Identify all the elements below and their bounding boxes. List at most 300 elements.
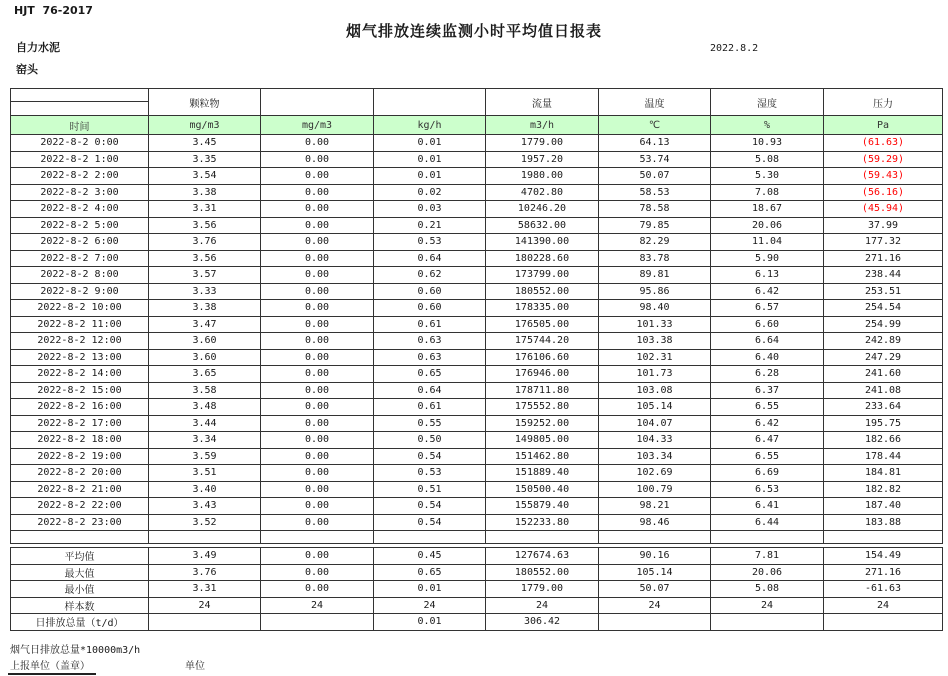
value-cell: 3.45 (149, 135, 261, 152)
value-cell: 64.13 (599, 135, 711, 152)
value-cell: 0.00 (261, 151, 374, 168)
value-cell: 6.57 (711, 300, 824, 317)
header-group-row (11, 89, 943, 116)
monitoring-data-table (10, 88, 943, 544)
value-cell: 3.59 (149, 448, 261, 465)
value-cell: 254.99 (824, 316, 943, 333)
value-cell: 18.67 (711, 201, 824, 218)
summary-value-cell (824, 614, 943, 631)
value-cell: 102.69 (599, 465, 711, 482)
table-row (11, 234, 943, 251)
value-cell: 176106.60 (486, 349, 599, 366)
value-cell: 6.64 (711, 333, 824, 350)
time-cell: 2022-8-2 20:00 (11, 465, 149, 482)
value-cell: 159252.00 (486, 415, 599, 432)
value-cell: 233.64 (824, 399, 943, 416)
value-cell: 3.31 (149, 201, 261, 218)
table-row (11, 300, 943, 317)
value-cell: 0.00 (261, 448, 374, 465)
time-cell: 2022-8-2 10:00 (11, 300, 149, 317)
value-cell: 3.40 (149, 481, 261, 498)
value-cell: 3.35 (149, 151, 261, 168)
value-cell: 3.58 (149, 382, 261, 399)
header-flow: 流量 (486, 89, 599, 116)
value-cell: 0.00 (261, 234, 374, 251)
value-cell: 0.64 (374, 382, 486, 399)
value-cell: 0.00 (261, 498, 374, 515)
value-cell: 0.00 (261, 184, 374, 201)
value-cell: 0.00 (261, 300, 374, 317)
value-cell: 0.00 (261, 250, 374, 267)
value-cell: 3.56 (149, 217, 261, 234)
value-cell: 238.44 (824, 267, 943, 284)
value-cell: 0.61 (374, 316, 486, 333)
value-cell: 103.08 (599, 382, 711, 399)
value-cell: 0.65 (374, 366, 486, 383)
time-cell: 2022-8-2 1:00 (11, 151, 149, 168)
value-cell: 180228.60 (486, 250, 599, 267)
value-cell: 0.62 (374, 267, 486, 284)
value-cell: 155879.40 (486, 498, 599, 515)
summary-value-cell: 0.00 (261, 581, 374, 598)
value-cell: 101.33 (599, 316, 711, 333)
empty-cell (11, 531, 149, 544)
time-cell: 2022-8-2 2:00 (11, 168, 149, 185)
empty-cell (149, 531, 261, 544)
value-cell: 241.08 (824, 382, 943, 399)
value-cell: 0.03 (374, 201, 486, 218)
summary-value-cell: 0.00 (261, 548, 374, 565)
time-cell: 2022-8-2 4:00 (11, 201, 149, 218)
value-cell: 6.41 (711, 498, 824, 515)
value-cell: 98.21 (599, 498, 711, 515)
unit-time-label: 时间 (11, 116, 149, 135)
value-cell: 178.44 (824, 448, 943, 465)
value-cell: 0.00 (261, 465, 374, 482)
value-cell: 0.61 (374, 399, 486, 416)
summary-row (11, 614, 943, 631)
table-row (11, 382, 943, 399)
value-cell: 6.55 (711, 399, 824, 416)
value-cell: 5.30 (711, 168, 824, 185)
time-cell: 2022-8-2 14:00 (11, 366, 149, 383)
value-cell: 78.58 (599, 201, 711, 218)
value-cell: 176946.00 (486, 366, 599, 383)
time-cell: 2022-8-2 8:00 (11, 267, 149, 284)
value-cell: 6.60 (711, 316, 824, 333)
time-cell: 2022-8-2 21:00 (11, 481, 149, 498)
value-cell: 0.21 (374, 217, 486, 234)
summary-value-cell: 24 (374, 597, 486, 614)
time-cell: 2022-8-2 3:00 (11, 184, 149, 201)
value-cell: 0.00 (261, 283, 374, 300)
value-cell: 0.51 (374, 481, 486, 498)
value-cell: 184.81 (824, 465, 943, 482)
time-cell: 2022-8-2 15:00 (11, 382, 149, 399)
summary-value-cell: 50.07 (599, 581, 711, 598)
table-row (11, 267, 943, 284)
value-cell: 104.07 (599, 415, 711, 432)
value-cell: 6.42 (711, 283, 824, 300)
time-cell: 2022-8-2 7:00 (11, 250, 149, 267)
value-cell: 10246.20 (486, 201, 599, 218)
time-cell: 2022-8-2 22:00 (11, 498, 149, 515)
summary-value-cell: 0.45 (374, 548, 486, 565)
table-row (11, 151, 943, 168)
summary-value-cell: 180552.00 (486, 564, 599, 581)
value-cell: 3.56 (149, 250, 261, 267)
clipped-bottom-line (8, 673, 96, 675)
time-cell: 2022-8-2 16:00 (11, 399, 149, 416)
value-cell: 105.14 (599, 399, 711, 416)
empty-cell (261, 531, 374, 544)
table-row (11, 481, 943, 498)
value-cell: 0.60 (374, 283, 486, 300)
value-cell: 6.13 (711, 267, 824, 284)
value-cell: 58.53 (599, 184, 711, 201)
empty-cell (824, 531, 943, 544)
table-row (11, 135, 943, 152)
station-name: 窑头 (16, 63, 38, 76)
header-blank-col4 (374, 89, 486, 116)
value-cell: 177.32 (824, 234, 943, 251)
value-cell: 0.00 (261, 349, 374, 366)
table-row (11, 283, 943, 300)
value-cell: 0.00 (261, 382, 374, 399)
value-cell: 0.00 (261, 481, 374, 498)
time-cell: 2022-8-2 13:00 (11, 349, 149, 366)
summary-value-cell: 0.65 (374, 564, 486, 581)
value-cell: 3.38 (149, 184, 261, 201)
table-row (11, 250, 943, 267)
value-cell: 0.55 (374, 415, 486, 432)
standard-code: HJT 76-2017 (14, 4, 93, 17)
time-cell: 2022-8-2 19:00 (11, 448, 149, 465)
value-cell: 151462.80 (486, 448, 599, 465)
time-cell: 2022-8-2 9:00 (11, 283, 149, 300)
value-cell: 0.00 (261, 135, 374, 152)
value-cell: 103.34 (599, 448, 711, 465)
summary-value-cell: 90.16 (599, 548, 711, 565)
value-cell: 3.33 (149, 283, 261, 300)
value-cell: 7.08 (711, 184, 824, 201)
value-cell: 3.44 (149, 415, 261, 432)
value-cell: 3.51 (149, 465, 261, 482)
table-row (11, 184, 943, 201)
value-cell: 0.50 (374, 432, 486, 449)
value-cell: 0.00 (261, 399, 374, 416)
value-cell: 141390.00 (486, 234, 599, 251)
summary-value-cell: 24 (824, 597, 943, 614)
summary-value-cell: 154.49 (824, 548, 943, 565)
summary-value-cell: 20.06 (711, 564, 824, 581)
value-cell: 82.29 (599, 234, 711, 251)
time-cell: 2022-8-2 23:00 (11, 514, 149, 531)
value-cell: 100.79 (599, 481, 711, 498)
summary-value-cell (149, 614, 261, 631)
value-cell: 5.90 (711, 250, 824, 267)
header-humidity: 湿度 (711, 89, 824, 116)
summary-value-cell: 3.31 (149, 581, 261, 598)
value-cell: 6.55 (711, 448, 824, 465)
header-blank-top (11, 89, 148, 102)
summary-value-cell: 3.49 (149, 548, 261, 565)
value-cell: 0.00 (261, 316, 374, 333)
summary-value-cell: 24 (599, 597, 711, 614)
summary-value-cell (261, 614, 374, 631)
table-row (11, 366, 943, 383)
value-cell: (45.94) (824, 201, 943, 218)
value-cell: 0.00 (261, 514, 374, 531)
value-cell: 0.53 (374, 234, 486, 251)
value-cell: 3.48 (149, 399, 261, 416)
value-cell: 152233.80 (486, 514, 599, 531)
summary-label-cell: 最小值 (11, 581, 149, 598)
value-cell: 0.00 (261, 366, 374, 383)
value-cell: 6.47 (711, 432, 824, 449)
value-cell: 150500.40 (486, 481, 599, 498)
value-cell: 3.54 (149, 168, 261, 185)
value-cell: 103.38 (599, 333, 711, 350)
value-cell: 95.86 (599, 283, 711, 300)
value-cell: 3.47 (149, 316, 261, 333)
value-cell: 0.02 (374, 184, 486, 201)
value-cell: 5.08 (711, 151, 824, 168)
header-temperature: 温度 (599, 89, 711, 116)
summary-value-cell: 105.14 (599, 564, 711, 581)
header-pressure: 压力 (824, 89, 943, 116)
value-cell: 182.82 (824, 481, 943, 498)
table-row (11, 399, 943, 416)
summary-label-cell: 日排放总量（t/d） (11, 614, 149, 631)
value-cell: 11.04 (711, 234, 824, 251)
table-row (11, 415, 943, 432)
time-cell: 2022-8-2 6:00 (11, 234, 149, 251)
value-cell: 271.16 (824, 250, 943, 267)
value-cell: 0.00 (261, 201, 374, 218)
empty-cell (599, 531, 711, 544)
summary-value-cell: 0.01 (374, 581, 486, 598)
summary-row (11, 564, 943, 581)
unit-pa: Pa (824, 116, 943, 135)
summary-row (11, 548, 943, 565)
summary-value-cell: -61.63 (824, 581, 943, 598)
summary-value-cell (599, 614, 711, 631)
time-cell: 2022-8-2 5:00 (11, 217, 149, 234)
time-cell: 2022-8-2 11:00 (11, 316, 149, 333)
value-cell: 0.54 (374, 448, 486, 465)
report-unit-label: 上报单位（盖章） (10, 661, 90, 672)
value-cell: 0.00 (261, 415, 374, 432)
value-cell: 6.28 (711, 366, 824, 383)
value-cell: 58632.00 (486, 217, 599, 234)
value-cell: 3.60 (149, 349, 261, 366)
value-cell: 254.54 (824, 300, 943, 317)
value-cell: 3.34 (149, 432, 261, 449)
time-cell: 2022-8-2 12:00 (11, 333, 149, 350)
header-blank-bottom (11, 102, 148, 115)
unit-mg-m3-2: mg/m3 (261, 116, 374, 135)
table-row (11, 349, 943, 366)
value-cell: 98.40 (599, 300, 711, 317)
value-cell: 6.69 (711, 465, 824, 482)
value-cell: 176505.00 (486, 316, 599, 333)
value-cell: 6.53 (711, 481, 824, 498)
summary-label-cell: 最大值 (11, 564, 149, 581)
value-cell: 183.88 (824, 514, 943, 531)
value-cell: 98.46 (599, 514, 711, 531)
value-cell: (56.16) (824, 184, 943, 201)
summary-value-cell: 306.42 (486, 614, 599, 631)
value-cell: 3.76 (149, 234, 261, 251)
value-cell: 0.01 (374, 135, 486, 152)
value-cell: 247.29 (824, 349, 943, 366)
value-cell: 6.40 (711, 349, 824, 366)
table-row (11, 217, 943, 234)
value-cell: 175552.80 (486, 399, 599, 416)
table-row (11, 514, 943, 531)
table-row (11, 333, 943, 350)
value-cell: 6.42 (711, 415, 824, 432)
value-cell: 89.81 (599, 267, 711, 284)
page-title: 烟气排放连续监测小时平均值日报表 (345, 22, 602, 40)
unit-kg-h: kg/h (374, 116, 486, 135)
value-cell: 0.60 (374, 300, 486, 317)
value-cell: 0.00 (261, 432, 374, 449)
value-cell: 79.85 (599, 217, 711, 234)
value-cell: 0.00 (261, 267, 374, 284)
value-cell: 83.78 (599, 250, 711, 267)
time-cell: 2022-8-2 17:00 (11, 415, 149, 432)
table-row (11, 498, 943, 515)
empty-row (11, 531, 943, 544)
value-cell: 151889.40 (486, 465, 599, 482)
summary-value-cell: 3.76 (149, 564, 261, 581)
empty-cell (711, 531, 824, 544)
value-cell: 3.60 (149, 333, 261, 350)
value-cell: 187.40 (824, 498, 943, 515)
unit-row (11, 116, 943, 135)
summary-value-cell: 24 (261, 597, 374, 614)
time-cell: 2022-8-2 0:00 (11, 135, 149, 152)
table-row (11, 432, 943, 449)
unit-percent: % (711, 116, 824, 135)
value-cell: 101.73 (599, 366, 711, 383)
value-cell: 1980.00 (486, 168, 599, 185)
value-cell: (59.29) (824, 151, 943, 168)
value-cell: 0.64 (374, 250, 486, 267)
table-row (11, 168, 943, 185)
summary-value-cell (711, 614, 824, 631)
footer-note: 烟气日排放总量*10000m3/h (10, 645, 141, 656)
table-row (11, 316, 943, 333)
summary-value-cell: 24 (711, 597, 824, 614)
value-cell: 0.54 (374, 514, 486, 531)
report-date: 2022.8.2 (710, 43, 759, 54)
summary-label-cell: 平均值 (11, 548, 149, 565)
table-row (11, 201, 943, 218)
value-cell: 37.99 (824, 217, 943, 234)
value-cell: 1957.20 (486, 151, 599, 168)
summary-value-cell: 0.01 (374, 614, 486, 631)
empty-cell (486, 531, 599, 544)
value-cell: 241.60 (824, 366, 943, 383)
empty-cell (374, 531, 486, 544)
value-cell: 0.01 (374, 168, 486, 185)
value-cell: 3.43 (149, 498, 261, 515)
value-cell: 6.37 (711, 382, 824, 399)
table-row (11, 465, 943, 482)
value-cell: 3.65 (149, 366, 261, 383)
summary-value-cell: 24 (149, 597, 261, 614)
value-cell: 0.00 (261, 168, 374, 185)
unit-m3-h: m3/h (486, 116, 599, 135)
value-cell: 178335.00 (486, 300, 599, 317)
value-cell: 178711.80 (486, 382, 599, 399)
unit-celsius: ℃ (599, 116, 711, 135)
value-cell: 4702.80 (486, 184, 599, 201)
value-cell: 53.74 (599, 151, 711, 168)
value-cell: 1779.00 (486, 135, 599, 152)
summary-value-cell: 0.00 (261, 564, 374, 581)
summary-value-cell: 5.08 (711, 581, 824, 598)
summary-value-cell: 1779.00 (486, 581, 599, 598)
summary-value-cell: 7.81 (711, 548, 824, 565)
value-cell: 253.51 (824, 283, 943, 300)
summary-value-cell: 271.16 (824, 564, 943, 581)
summary-value-cell: 127674.63 (486, 548, 599, 565)
value-cell: 182.66 (824, 432, 943, 449)
table-row (11, 448, 943, 465)
value-cell: 0.53 (374, 465, 486, 482)
value-cell: 0.00 (261, 217, 374, 234)
value-cell: 10.93 (711, 135, 824, 152)
value-cell: 195.75 (824, 415, 943, 432)
value-cell: 0.63 (374, 333, 486, 350)
value-cell: 104.33 (599, 432, 711, 449)
summary-row (11, 597, 943, 614)
time-cell: 2022-8-2 18:00 (11, 432, 149, 449)
unit-label: 单位 (185, 661, 205, 672)
value-cell: 173799.00 (486, 267, 599, 284)
summary-table (10, 547, 943, 631)
value-cell: 3.57 (149, 267, 261, 284)
value-cell: 3.38 (149, 300, 261, 317)
header-particulate: 颗粒物 (149, 89, 261, 116)
value-cell: 149805.00 (486, 432, 599, 449)
summary-row (11, 581, 943, 598)
value-cell: (59.43) (824, 168, 943, 185)
value-cell: 0.54 (374, 498, 486, 515)
unit-mg-m3-1: mg/m3 (149, 116, 261, 135)
value-cell: 20.06 (711, 217, 824, 234)
value-cell: 175744.20 (486, 333, 599, 350)
header-time-blank-cell (11, 89, 149, 116)
value-cell: 180552.00 (486, 283, 599, 300)
value-cell: 242.89 (824, 333, 943, 350)
value-cell: 0.63 (374, 349, 486, 366)
value-cell: 0.01 (374, 151, 486, 168)
value-cell: 3.52 (149, 514, 261, 531)
summary-label-cell: 样本数 (11, 597, 149, 614)
value-cell: (61.63) (824, 135, 943, 152)
value-cell: 6.44 (711, 514, 824, 531)
header-blank-col3 (261, 89, 374, 116)
company-name: 自力水泥 (16, 41, 60, 54)
value-cell: 50.07 (599, 168, 711, 185)
value-cell: 0.00 (261, 333, 374, 350)
summary-value-cell: 24 (486, 597, 599, 614)
